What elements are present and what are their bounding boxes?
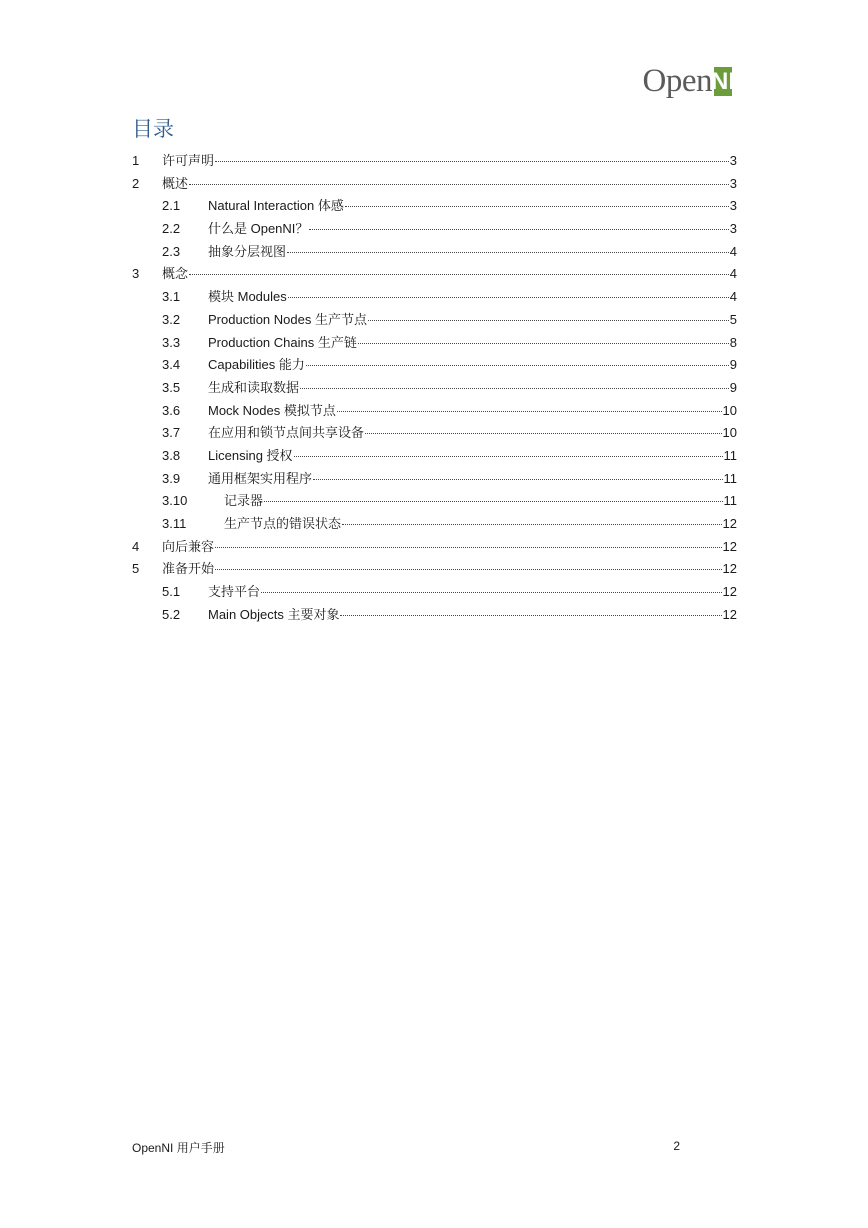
toc-entry-page: 3 <box>729 153 737 168</box>
toc-dot-leader <box>358 342 729 344</box>
footer-title: OpenNI 用户手册 <box>132 1141 225 1155</box>
toc-entry-number: 3.11 <box>162 516 187 531</box>
toc-dot-leader <box>294 455 723 457</box>
toc-entry-page: 4 <box>729 243 737 259</box>
toc-dot-leader <box>342 523 722 525</box>
toc-entry-page: 12 <box>722 584 737 600</box>
openni-logo <box>643 58 734 98</box>
toc-dot-leader <box>337 410 722 412</box>
toc-entry[interactable] <box>132 354 737 377</box>
toc-entry-page: 4 <box>729 289 737 305</box>
toc-entry-label: Main Objects 主要对象 <box>208 606 340 622</box>
toc-dot-leader <box>215 568 722 570</box>
toc-dot-leader <box>261 591 722 593</box>
toc-entry-label: 什么是 OpenNI？ <box>208 221 309 237</box>
toc-dot-leader <box>288 296 729 298</box>
toc-entry[interactable] <box>132 468 737 491</box>
toc-entry[interactable] <box>132 513 737 536</box>
toc-entry-number: 2.1 <box>162 198 181 214</box>
toc-dot-leader <box>345 205 729 207</box>
toc-entry-number: 2.3 <box>162 243 181 259</box>
toc-entry-number: 1 <box>132 153 140 168</box>
logo-text: Open <box>642 63 712 99</box>
toc-entry-label: 许可声明 <box>162 153 215 168</box>
toc-entry-page: 8 <box>729 334 737 350</box>
toc-entry[interactable] <box>132 195 737 218</box>
toc-entry-page: 10 <box>722 425 737 441</box>
toc-entry-number: 2.2 <box>162 221 181 237</box>
toc-entry[interactable] <box>132 490 737 513</box>
toc-entry-page: 3 <box>729 175 737 191</box>
toc-entry-number: 5.2 <box>162 606 181 622</box>
toc-entry[interactable] <box>132 377 737 400</box>
toc-entry-label: Licensing 授权 <box>208 447 293 463</box>
toc-entry-number: 3.7 <box>162 425 181 441</box>
toc-entry-page: 11 <box>723 447 737 463</box>
toc-entry[interactable] <box>132 332 737 355</box>
toc-entry[interactable] <box>132 218 737 241</box>
toc-dot-leader <box>309 228 728 230</box>
logo-ni-mark <box>711 67 735 96</box>
toc-entry-label: 记录器 <box>224 493 264 509</box>
toc-title: 目录 <box>132 117 174 141</box>
toc-entry-page: 11 <box>723 493 737 509</box>
toc-entry-label: Natural Interaction 体感 <box>208 198 344 214</box>
toc-entry-number: 3.6 <box>162 402 181 418</box>
toc-dot-leader <box>313 478 722 480</box>
toc-entry-label: 准备开始 <box>162 561 215 577</box>
toc-entry-label: 生产节点的错误状态 <box>224 516 342 531</box>
toc-entry-number: 5 <box>132 561 140 577</box>
toc-entry[interactable] <box>132 241 737 264</box>
toc-entry[interactable] <box>132 173 737 196</box>
toc-entry-number: 3.4 <box>162 357 181 373</box>
toc-entry-number: 3 <box>132 266 140 282</box>
toc-entry-page: 10 <box>722 402 737 418</box>
toc-dot-leader <box>189 273 729 275</box>
toc-entry-page: 11 <box>723 470 737 486</box>
toc-entry-page: 12 <box>722 606 737 622</box>
toc-entry-label: Capabilities 能力 <box>208 357 305 373</box>
toc-entry-label: 在应用和锁节点间共享设备 <box>208 425 365 441</box>
toc-entry-page: 3 <box>729 221 737 237</box>
toc-entry-number: 3.10 <box>162 493 188 509</box>
toc-entry[interactable] <box>132 558 737 581</box>
toc-entry-label: 概念 <box>162 266 189 282</box>
toc-entry[interactable] <box>132 445 737 468</box>
toc-dot-leader <box>189 183 729 185</box>
toc-entry-page: 9 <box>729 379 737 395</box>
toc-entry-label: 支持平台 <box>208 584 261 600</box>
toc-dot-leader <box>215 546 722 548</box>
toc-entry-label: 通用框架实用程序 <box>208 470 313 486</box>
toc-entry[interactable] <box>132 309 737 332</box>
toc-entry-page: 9 <box>729 357 737 373</box>
toc-entry-number: 2 <box>132 175 140 191</box>
toc-dot-leader <box>300 387 729 389</box>
logo-box-letters: NI <box>711 67 735 95</box>
toc-entry[interactable] <box>132 604 737 627</box>
toc-entry[interactable] <box>132 400 737 423</box>
toc-entry-page: 12 <box>722 516 737 531</box>
toc-dot-leader <box>368 319 729 321</box>
toc-entry-label: 向后兼容 <box>162 538 215 554</box>
toc-entry-number: 3.8 <box>162 447 181 463</box>
toc-dot-leader <box>287 251 729 253</box>
toc-entry-number: 4 <box>132 538 140 554</box>
toc-entry-label: 生成和读取数据 <box>208 379 300 395</box>
footer-page-number: 2 <box>673 1139 680 1153</box>
toc-entry-number: 3.1 <box>162 289 181 305</box>
toc-entry-label: Mock Nodes 模拟节点 <box>208 402 336 418</box>
toc-entry-page: 12 <box>722 561 737 577</box>
toc-entry[interactable] <box>132 536 737 559</box>
toc-dot-leader <box>306 364 729 366</box>
toc-entry-page: 3 <box>729 198 737 214</box>
toc-dot-leader <box>340 614 721 616</box>
toc-entry-number: 3.3 <box>162 334 181 350</box>
toc-dot-leader <box>264 500 722 502</box>
toc-entry-page: 12 <box>722 538 737 554</box>
toc-entry-label: 抽象分层视图 <box>208 243 287 259</box>
toc-entry-page: 4 <box>729 266 737 282</box>
toc-entry[interactable] <box>132 422 737 445</box>
page-footer <box>132 1139 680 1156</box>
toc-entry-page: 5 <box>729 311 737 327</box>
toc-entry[interactable] <box>132 263 737 286</box>
toc-entry-label: 模块 Modules <box>208 289 287 305</box>
toc-dot-leader <box>365 432 722 434</box>
toc-entry[interactable] <box>132 286 737 309</box>
toc-entry-number: 3.2 <box>162 311 181 327</box>
toc-entry-number: 3.9 <box>162 470 181 486</box>
toc-entry[interactable] <box>132 581 737 604</box>
toc-entry-label: Production Nodes 生产节点 <box>208 311 367 327</box>
table-of-contents <box>132 150 737 626</box>
toc-dot-leader <box>215 160 729 162</box>
toc-entry-number: 3.5 <box>162 379 181 395</box>
toc-entry-number: 5.1 <box>162 584 181 600</box>
toc-entry-label: Production Chains 生产链 <box>208 334 357 350</box>
toc-entry-label: 概述 <box>162 175 189 191</box>
toc-entry[interactable] <box>132 150 737 173</box>
